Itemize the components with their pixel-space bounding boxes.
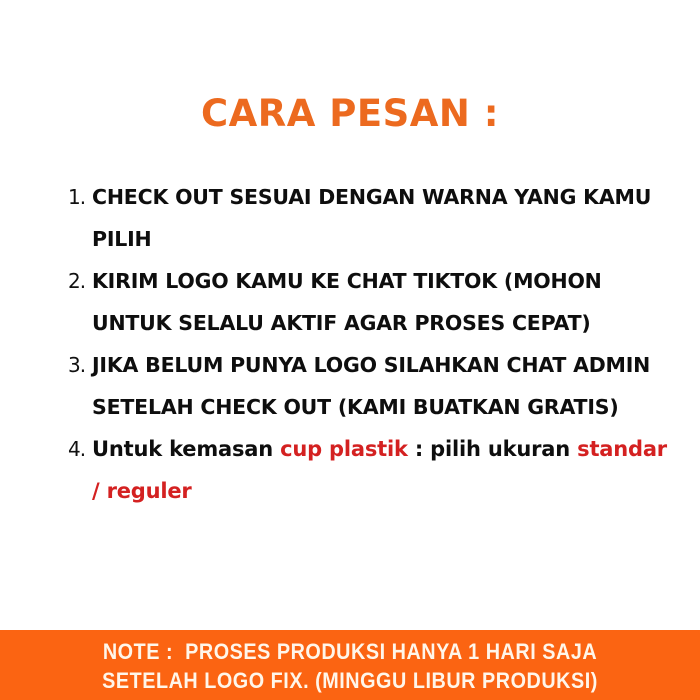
page-title: CARA PESAN : (200, 92, 500, 135)
highlight-size: standar / reguler (92, 437, 667, 503)
order-steps-list (68, 176, 668, 512)
step-item-3 (68, 344, 668, 428)
step-text: KIRIM LOGO KAMU KE CHAT TIKTOK (MOHON UNTUK SELALU AKTIF AGAR PROSES CEPAT) (92, 269, 602, 335)
note-banner (0, 630, 700, 700)
step-number: 2. (68, 269, 86, 293)
step-number: 4. (68, 437, 86, 461)
step-item-2 (68, 260, 668, 344)
step-text: CHECK OUT SESUAI DENGAN WARNA YANG KAMU PILIH (92, 185, 652, 251)
step-text-part: Untuk kemasan (92, 437, 281, 461)
step-text: JIKA BELUM PUNYA LOGO SILAHKAN CHAT ADMIN SETELAH CHECK OUT (KAMI BUATKAN GRATIS) (92, 353, 651, 419)
step-text (92, 428, 668, 512)
step-item-1 (68, 176, 668, 260)
highlight-cup-plastik: cup plastik (280, 437, 408, 461)
note-line-2: SETELAH LOGO FIX. (MINGGU LIBUR PRODUKSI) (102, 668, 598, 693)
step-number: 3. (68, 353, 86, 377)
step-number: 1. (68, 185, 86, 209)
step-text-part: : pilih ukuran (407, 437, 578, 461)
step-item-4 (68, 428, 668, 512)
note-line-1: NOTE : PROSES PRODUKSI HANYA 1 HARI SAJA (102, 639, 598, 664)
